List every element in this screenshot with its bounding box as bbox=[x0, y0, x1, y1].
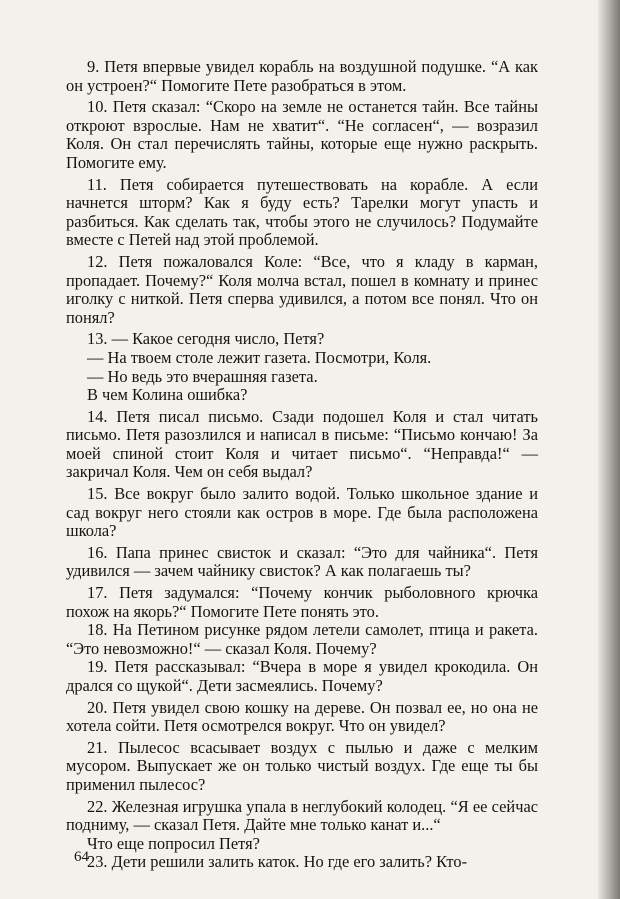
paragraph-16: 16. Папа принес свисток и сказал: “Это для чайника“. Петя удивился — зачем чайнику свисток? А как полагаешь ты? bbox=[66, 542, 538, 581]
paragraph-12: 12. Петя пожаловался Коле: “Все, что я кладу в карман, пропадает. Почему?“ Коля молча встал, пошел в комнату и принес иголку с ниткой. Петя сперва удивился, а потом все понял. Что он понял? bbox=[66, 251, 538, 327]
dialogue-line-2: — Но ведь это вчерашняя газета. bbox=[87, 366, 318, 386]
paragraph-17: 17. Петя задумался: “Почему кончик рыболовного крючка похож на якорь?“ Помогите Пете понять это. bbox=[66, 583, 538, 621]
question-13: В чем Колина ошибка? bbox=[87, 385, 248, 405]
paragraph-22: 22. Железная игрушка упала в неглубокий колодец. “Я ее сейчас подниму, — сказал Петя. Дайте мне только канат и...“ bbox=[66, 796, 538, 835]
paragraph-23: 23. Дети решили залить каток. Но где его залить? Кто- bbox=[87, 852, 468, 872]
paragraph-9: 9. Петя впервые увидел корабль на воздушной подушке. “А как он устроен?“ Помогите Пете разобраться в этом. bbox=[66, 57, 538, 95]
paragraph-21: 21. Пылесос всасывает воздух с пылью и даже с мелким мусором. Выпускает же он только чистый воздух. Где еще ты бы применил пылесос? bbox=[66, 737, 538, 794]
dialogue-line-1: — На твоем столе лежит газета. Посмотри, Коля. bbox=[87, 347, 432, 367]
question-22: Что еще попросил Петя? bbox=[87, 833, 260, 853]
page-body bbox=[66, 58, 538, 872]
page-number: 64 bbox=[74, 849, 89, 865]
paragraph-10: 10. Петя сказал: “Скоро на земле не останется тайн. Все тайны откроют взрослые. Нам не хватит“. “Не согласен“, — возразил Коля. Он стал перечислять тайны, которые еще нужно раскрыть. Помогите ему. bbox=[66, 97, 538, 172]
paragraph-20: 20. Петя увидел свою кошку на дереве. Он позвал ее, но она не хотела сойти. Петя осмотрелся вокруг. Что он увидел? bbox=[66, 697, 538, 736]
paragraph-19: 19. Петя рассказывал: “Вчера в море я увидел крокодила. Он дрался со щукой“. Дети засмеялись. Почему? bbox=[66, 657, 538, 695]
paragraph-18: 18. На Петином рисунке рядом летели самолет, птица и ракета. “Это невозможно!“ — сказал Коля. Почему? bbox=[66, 620, 538, 658]
page-spine-shadow bbox=[598, 0, 620, 899]
paragraph-14: 14. Петя писал письмо. Сзади подошел Коля и стал читать письмо. Петя разозлился и написал в письме: “Письмо кончаю! За моей спиной стоит Коля и читает письмо“. “Неправда!“ — закричал Коля. Чем он себя выдал? bbox=[66, 406, 538, 482]
paragraph-11: 11. Петя собирается путешествовать на корабле. А если начнется шторм? Как я буду есть? Тарелки могут упасть и разбиться. Как сделать так, чтобы этого не случилось? Подумайте вместе с Петей над этой проблемой. bbox=[66, 174, 538, 250]
paragraph-15: 15. Все вокруг было залито водой. Только школьное здание и сад вокруг него стояли как остров в море. Где была расположена школа? bbox=[66, 484, 538, 541]
paragraph-13: 13. — Какое сегодня число, Петя? bbox=[87, 329, 325, 349]
